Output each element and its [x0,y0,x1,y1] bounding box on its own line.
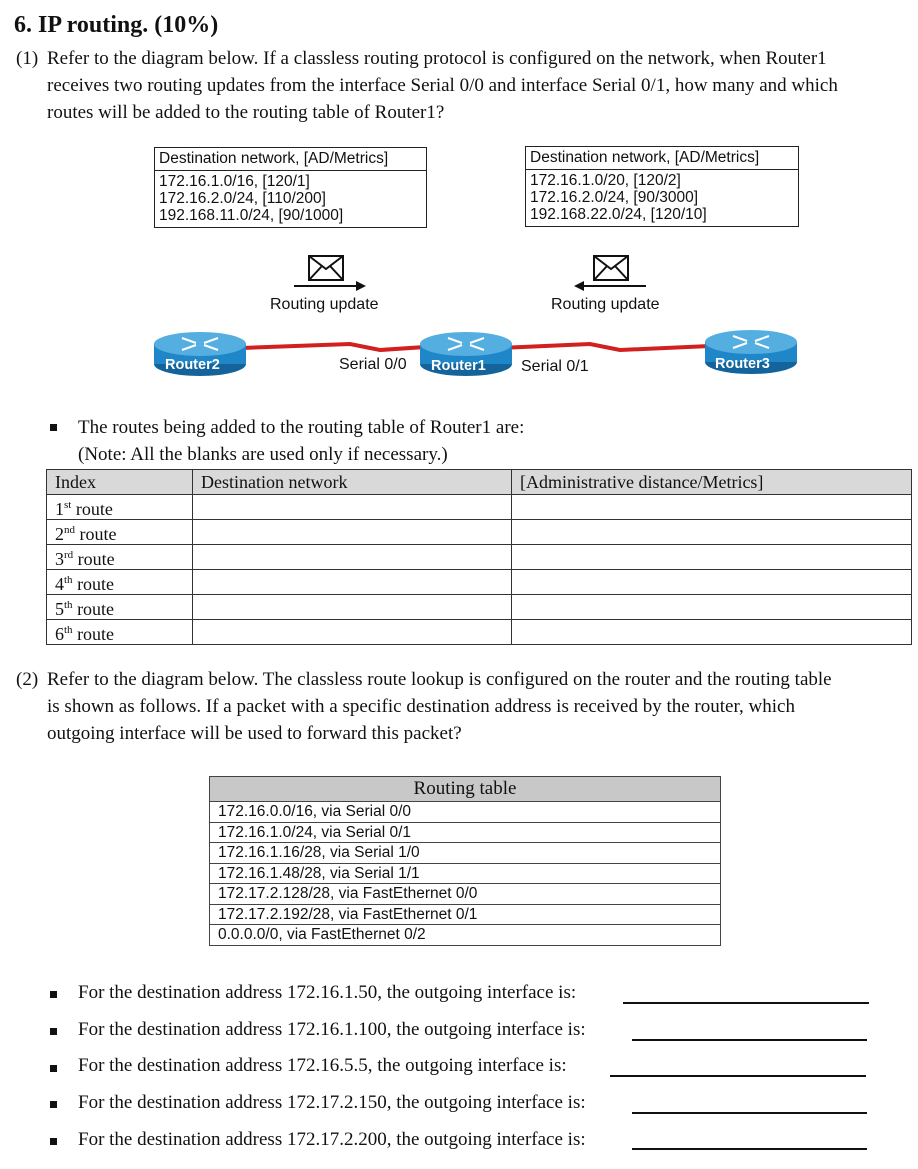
destination-cell[interactable] [193,569,512,594]
question-item: For the destination address 172.17.2.150, the outgoing interface is: [78,1092,586,1113]
answer-1-intro: The routes being added to the routing table of Router1 are: [78,417,525,438]
table-row [47,519,912,544]
question-2-line-1: Refer to the diagram below. The classless route lookup is configured on the router and the routing table [47,669,832,690]
left-update-table [154,147,427,228]
row-index: 6th route [47,619,193,644]
left-update-header: Destination network, [AD/Metrics] [155,148,426,171]
metric-cell[interactable] [512,569,912,594]
answer-blank[interactable] [632,1039,867,1041]
question-item: For the destination address 172.16.1.100, the outgoing interface is: [78,1019,586,1040]
row-index: 3rd route [47,544,193,569]
metric-cell[interactable] [512,519,912,544]
routing-table-title: Routing table [210,777,720,802]
envelope-icon [593,255,629,281]
row-index: 5th route [47,594,193,619]
answer-blank[interactable] [623,1002,869,1004]
routing-table-row: 172.16.1.0/24, via Serial 0/1 [210,823,720,844]
metric-cell[interactable] [512,594,912,619]
destination-cell[interactable] [193,494,512,519]
bullet-icon [50,1101,57,1108]
left-update-row: 172.16.1.0/16, [120/1] [159,173,310,190]
question-item: For the destination address 172.16.1.50, the outgoing interface is: [78,982,577,1003]
router3-label: Router3 [715,356,770,372]
question-2-text [16,666,906,747]
destination-cell[interactable] [193,594,512,619]
table-row [47,619,912,644]
metric-cell[interactable] [512,494,912,519]
question-1-number: (1) [16,48,39,69]
left-update-row: 192.168.11.0/24, [90/1000] [159,207,344,224]
serial-left-label: Serial 0/0 [339,356,407,373]
answer-1-table [46,469,912,645]
serial-right-label: Serial 0/1 [521,358,589,375]
bullet-icon [50,1028,57,1035]
answer-blank[interactable] [610,1075,866,1077]
right-update-row: 172.16.1.0/20, [120/2] [530,172,681,189]
routing-table [209,776,721,946]
bullet-icon [50,991,57,998]
routing-table-row: 172.16.0.0/16, via Serial 0/0 [210,802,720,823]
column-header: Index [47,470,193,495]
right-update-header: Destination network, [AD/Metrics] [526,147,798,170]
bullet-icon [50,424,57,431]
column-header: Destination network [193,470,512,495]
router1-label: Router1 [431,358,486,374]
table-row [47,544,912,569]
question-item: For the destination address 172.16.5.5, the outgoing interface is: [78,1055,567,1076]
column-header: [Administrative distance/Metrics] [512,470,912,495]
arrow-left-icon [574,280,646,292]
router2-label: Router2 [165,357,220,373]
table-row [47,494,912,519]
table-row [47,569,912,594]
destination-cell[interactable] [193,519,512,544]
arrow-right-icon [294,280,366,292]
bullet-icon [50,1065,57,1072]
routing-table-row: 172.16.1.48/28, via Serial 1/1 [210,864,720,885]
row-index: 1st route [47,494,193,519]
routing-table-row: 172.17.2.192/28, via FastEthernet 0/1 [210,905,720,926]
destination-cell[interactable] [193,619,512,644]
routing-table-row: 172.16.1.16/28, via Serial 1/0 [210,843,720,864]
question-1-line-2: receives two routing updates from the interface Serial 0/0 and interface Serial 0/1, how many and which [47,75,838,96]
question-item: For the destination address 172.17.2.200, the outgoing interface is: [78,1129,586,1150]
question-2-number: (2) [16,669,39,690]
right-update-row: 192.168.22.0/24, [120/10] [530,206,707,223]
bullet-icon [50,1138,57,1145]
answer-blank[interactable] [632,1112,867,1114]
right-routing-update-label: Routing update [551,296,660,313]
metric-cell[interactable] [512,544,912,569]
question-1-text [16,45,906,126]
answer-blank[interactable] [632,1148,867,1150]
row-index: 2nd route [47,519,193,544]
row-index: 4th route [47,569,193,594]
routing-table-row: 172.17.2.128/28, via FastEthernet 0/0 [210,884,720,905]
question-1-line-3: routes will be added to the routing table of Router1? [47,102,445,123]
metric-cell[interactable] [512,619,912,644]
question-2-line-3: outgoing interface will be used to forward this packet? [47,723,462,744]
left-update-row: 172.16.2.0/24, [110/200] [159,190,326,207]
question-2-line-2: is shown as follows. If a packet with a specific destination address is received by the router, which [47,696,795,717]
table-row [47,594,912,619]
answer-1-note: (Note: All the blanks are used only if necessary.) [78,444,448,465]
table-header-row [47,470,912,495]
section-title: 6. IP routing. (10%) [14,12,219,38]
destination-cell[interactable] [193,544,512,569]
question-1-line-1: Refer to the diagram below. If a classless routing protocol is configured on the network, when Router1 [47,48,827,69]
right-update-row: 172.16.2.0/24, [90/3000] [530,189,699,206]
left-routing-update-label: Routing update [270,296,379,313]
routing-table-row: 0.0.0.0/0, via FastEthernet 0/2 [218,926,426,943]
envelope-icon [308,255,344,281]
right-update-table [525,146,799,227]
